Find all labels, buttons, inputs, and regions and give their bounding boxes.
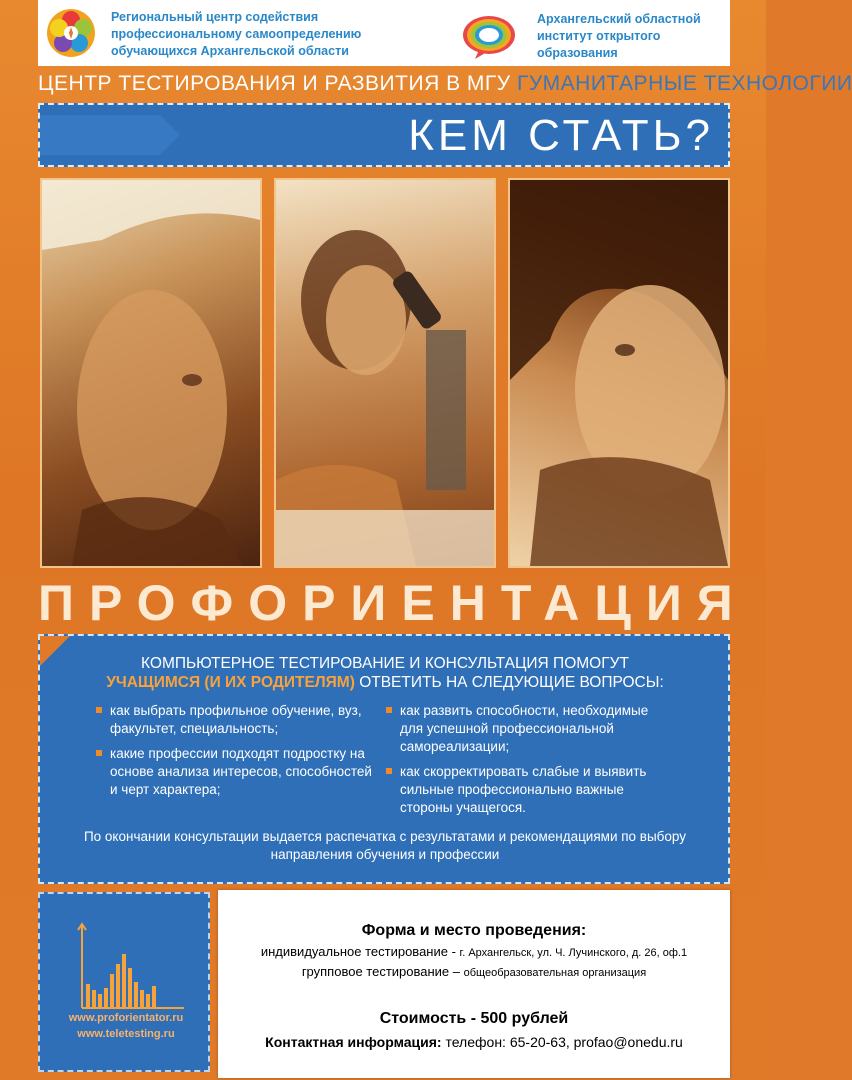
main-heading: ПРОФОРИЕНТАЦИЯ [38, 575, 748, 631]
banner-title: КЕМ СТАТЬ? [408, 111, 714, 160]
price: Стоимость - 500 рублей [379, 1010, 569, 1027]
center-name-line [38, 72, 852, 100]
contact-value[interactable]: телефон: 65-20-63, profao@onedu.ru [441, 1034, 683, 1050]
banner-arrow-decoration [40, 105, 190, 165]
websites-box [38, 892, 210, 1072]
list-item: как развить способности, необходимые для успешной профессиональной самореализации; [386, 702, 666, 756]
website-link-2[interactable]: www.teletesting.ru [77, 1028, 175, 1040]
bullet-icon [386, 768, 392, 774]
individual-testing-line: индивидуальное тестирование - г. Архангельск, ул. Ч. Лучинского, д. 26, оф.1 [260, 944, 688, 959]
institute-logo [461, 14, 517, 60]
header-bar [38, 0, 730, 66]
details-card [218, 890, 730, 1078]
list-item: какие профессии подходят подростку на основе анализа интересов, способностей и черт характера; [96, 745, 376, 799]
girl-microscope-illustration [276, 180, 494, 566]
list-item: как скорректировать слабые и выявить сильные профессионально важные стороны учащегося. [386, 763, 666, 817]
info-box [38, 634, 730, 884]
title-banner [38, 103, 730, 167]
bullet-icon [386, 707, 392, 713]
center-name: ЦЕНТР ТЕСТИРОВАНИЯ И РАЗВИТИЯ В МГУ [38, 72, 511, 95]
photo-girl-portrait [508, 178, 730, 568]
bullet-icon [96, 750, 102, 756]
website-link-1[interactable]: www.proforientator.ru [68, 1012, 184, 1024]
info-footer: По окончании консультации выдается распечатка с результатами и рекомендациями по выбору направления обучения и профессии [83, 829, 687, 862]
org-right-name: Архангельский областной институт открытого образования [537, 12, 701, 60]
questions-left-column [96, 702, 376, 806]
list-item: как выбрать профильное обучение, вуз, факультет, специальность; [96, 702, 376, 738]
photo-boy-in-cap [40, 178, 262, 568]
regional-center-logo [46, 8, 96, 58]
info-highlight: УЧАЩИМСЯ (И ИХ РОДИТЕЛЯМ) [106, 674, 355, 691]
boy-illustration [42, 180, 260, 566]
bullet-icon [96, 707, 102, 713]
girl-portrait-illustration [510, 180, 728, 566]
info-intro-rest: ОТВЕТИТЬ НА СЛЕДУЮЩИЕ ВОПРОСЫ: [354, 674, 664, 691]
contact-info: Контактная информация: телефон: 65-20-63, profao@onedu.ru [265, 1034, 683, 1050]
photo-girl-microscope [274, 178, 496, 568]
details-heading: Форма и место проведения: [361, 922, 587, 939]
info-intro-line1: КОМПЬЮТЕРНОЕ ТЕСТИРОВАНИЕ И КОНСУЛЬТАЦИЯ ПОМОГУТ [141, 655, 629, 672]
bar-chart-icon [78, 924, 188, 1014]
org-left-name: Региональный центр содействия профессиональному самоопределению обучающихся Архангельской области [111, 10, 362, 58]
center-subtitle: ГУМАНИТАРНЫЕ ТЕХНОЛОГИИ [516, 72, 852, 95]
group-testing-line: групповое тестирование – общеобразовательная организация [301, 964, 647, 979]
info-intro-line2 [60, 673, 710, 692]
questions-right-column [386, 702, 666, 824]
